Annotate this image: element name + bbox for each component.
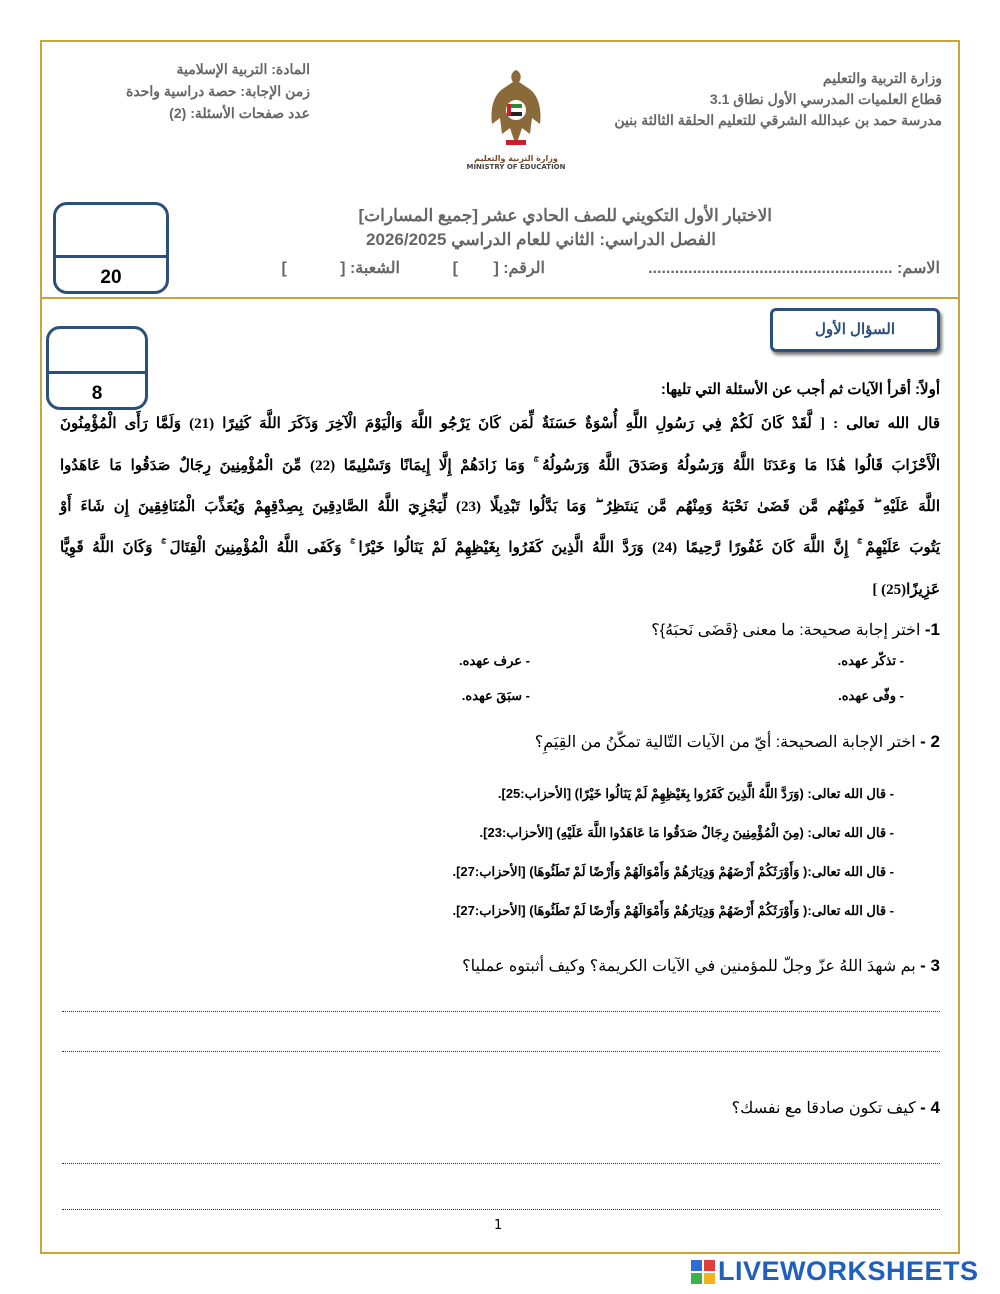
answer-option[interactable]: - قال الله تعالى: (وَرَدَّ اللَّهُ الَّذِينَ كَفَرُوا بِغَيْظِهِمْ لَمْ يَنَالُوا خَيْرًا) [الأحزاب:25]. <box>497 786 894 801</box>
brand-text: LIVEWORKSHEETS <box>718 1256 979 1286</box>
question-2 <box>535 732 940 752</box>
subject: المادة: التربية الإسلامية <box>176 61 310 77</box>
sector-name: قطاع العلميات المدرسي الأول نطاق 3.1 <box>709 91 942 107</box>
answer-option[interactable]: - سبَقَ عهده. <box>461 688 530 703</box>
question-number: 1- <box>924 620 940 639</box>
answer-line[interactable] <box>62 1162 940 1164</box>
section-score: 8 <box>91 383 103 404</box>
school-info <box>614 68 942 131</box>
verse-line: الْأَحْزَابَ قَالُوا هَٰذَا مَا وَعَدَنَا اللَّهُ وَرَسُولُهُ وَصَدَقَ اللَّهُ وَرَسُولُهُ ۚ وَمَا زَادَهُمْ إِلَّا إِيمَانًا وَتَسْلِيمًا (22) مِّنَ الْمُؤْمِنِينَ رِجَالٌ صَدَقُوا مَا عَاهَدُوا <box>60 458 940 474</box>
page-count: عدد صفحات الأسئلة: (2) <box>169 105 310 121</box>
question-number: 4 - <box>920 1098 940 1117</box>
section-score-box <box>46 326 148 410</box>
ministry-name: وزارة التربية والتعليم <box>822 70 942 86</box>
section-field[interactable]: الشعبة: [ ] <box>281 260 400 277</box>
verse-line: عَزِيزًا(25) ] <box>872 582 940 598</box>
school-name: مدرسة حمد بن عبدالله الشرقي للتعليم الحلقة الثالثة بنين <box>614 112 942 128</box>
logo-english-text: MINISTRY OF EDUCATION <box>466 163 566 171</box>
section-instructions: أولاً: أقرأ الآيات ثم أجب عن الأسئلة التي تليها: <box>660 381 940 398</box>
semester: الفصل الدراسي: الثاني للعام الدراسي 2026/2025 <box>366 230 716 249</box>
question-4 <box>732 1098 940 1118</box>
exam-title: الاختبار الأول التكويني للصف الحادي عشر [جميع المسارات] <box>358 206 772 225</box>
liveworksheets-logo-icon <box>690 1259 716 1285</box>
answer-option[interactable]: - قال الله تعالى:( وَأَوْرَثَكُمْ أَرْضَهُمْ وَدِيَارَهُمْ وَأَمْوَالَهُمْ وَأَرْضًا لَمْ تَطَئُوهَا) [الأحزاب:27]. <box>452 864 894 879</box>
ministry-logo <box>466 68 566 171</box>
question-1 <box>651 620 940 640</box>
number-field[interactable]: الرقم: [ ] <box>452 260 545 277</box>
header-divider <box>40 297 960 299</box>
answer-line[interactable] <box>62 1010 940 1012</box>
logo-arabic-text: وزارة التربية والتعليم <box>474 154 558 163</box>
page-number: 1 <box>494 1218 503 1233</box>
question-number: 3 - <box>920 956 940 975</box>
answer-option[interactable]: - وفّى عهده. <box>838 688 904 703</box>
answer-line[interactable] <box>62 1208 940 1210</box>
answer-time: زمن الإجابة: حصة دراسية واحدة <box>126 83 310 99</box>
answer-option[interactable]: - قال الله تعالى: (مِنَ الْمُؤْمِنِينَ رِجَالٌ صَدَقُوا مَا عَاهَدُوا اللَّهَ عَلَيْهِ) [الأحزاب:23]. <box>479 825 894 840</box>
name-field[interactable]: الاسم: ....................................................... <box>648 260 940 277</box>
answer-line[interactable] <box>62 1050 940 1052</box>
question-text: كيف تكون صادقا مع نفسك؟ <box>731 1100 916 1117</box>
verse-line: قال الله تعالى : [ لَّقَدْ كَانَ لَكُمْ فِي رَسُولِ اللَّهِ أُسْوَةٌ حَسَنَةٌ لِّمَن كَانَ يَرْجُو اللَّهَ وَالْيَوْمَ الْآخِرَ وَذَكَرَ اللَّهَ كَثِيرًا (21) وَلَمَّا رَأَى الْمُؤْمِنُونَ <box>60 416 941 432</box>
section-title-badge: السؤال الأول <box>770 308 940 352</box>
verse-line: اللَّهَ عَلَيْهِ ۖ فَمِنْهُم مَّن قَضَىٰ نَحْبَهُ وَمِنْهُم مَّن يَنتَظِرُ ۖ وَمَا بَدَّلُوا تَبْدِيلًا (23) لِّيَجْزِيَ اللَّهُ الصَّادِقِينَ بِصِدْقِهِمْ وَيُعَذِّبَ الْمُنَافِقِينَ إِن شَاءَ أَوْ <box>60 499 940 515</box>
question-text: اختر إجابة صحيحة: ما معنى {قَضَى نَحبَهُ}؟ <box>651 622 921 639</box>
eagle-emblem-icon <box>486 68 546 150</box>
verse-line: يَتُوبَ عَلَيْهِمْ ۚ إِنَّ اللَّهَ كَانَ غَفُورًا رَّحِيمًا (24) وَرَدَّ اللَّهُ الَّذِينَ كَفَرُوا بِغَيْظِهِمْ لَمْ يَنَالُوا خَيْرًا ۚ وَكَفَى اللَّهُ الْمُؤْمِنِينَ الْقِتَالَ ۚ وَكَانَ اللَّهُ قَوِيًّا <box>60 540 940 556</box>
question-text: بم شهدَ اللهُ عزّ وجلّ للمؤمنين في الآيات الكريمة؟ وكيف أثبتوه عمليا؟ <box>462 958 916 975</box>
answer-option[interactable]: - تذكّر عهده. <box>837 653 904 668</box>
question-number: 2 - <box>920 732 940 751</box>
exam-info <box>98 58 310 124</box>
answer-option[interactable]: - عرف عهده. <box>459 653 530 668</box>
total-score: 20 <box>100 267 122 288</box>
question-3 <box>462 956 940 976</box>
liveworksheets-brand <box>690 1256 979 1287</box>
answer-option[interactable]: - قال الله تعالى:( وَأَوْرَثَكُمْ أَرْضَهُمْ وَدِيَارَهُمْ وَأَمْوَالَهُمْ وَأَرْضًا لَمْ تَطَئُوهَا) [الأحزاب:27]. <box>452 903 894 918</box>
total-score-box <box>53 202 169 294</box>
question-text: اختر الإجابة الصحيحة: أيّ من الآيات التّالية تمكّنُ من القِيَمِ؟ <box>534 734 916 751</box>
